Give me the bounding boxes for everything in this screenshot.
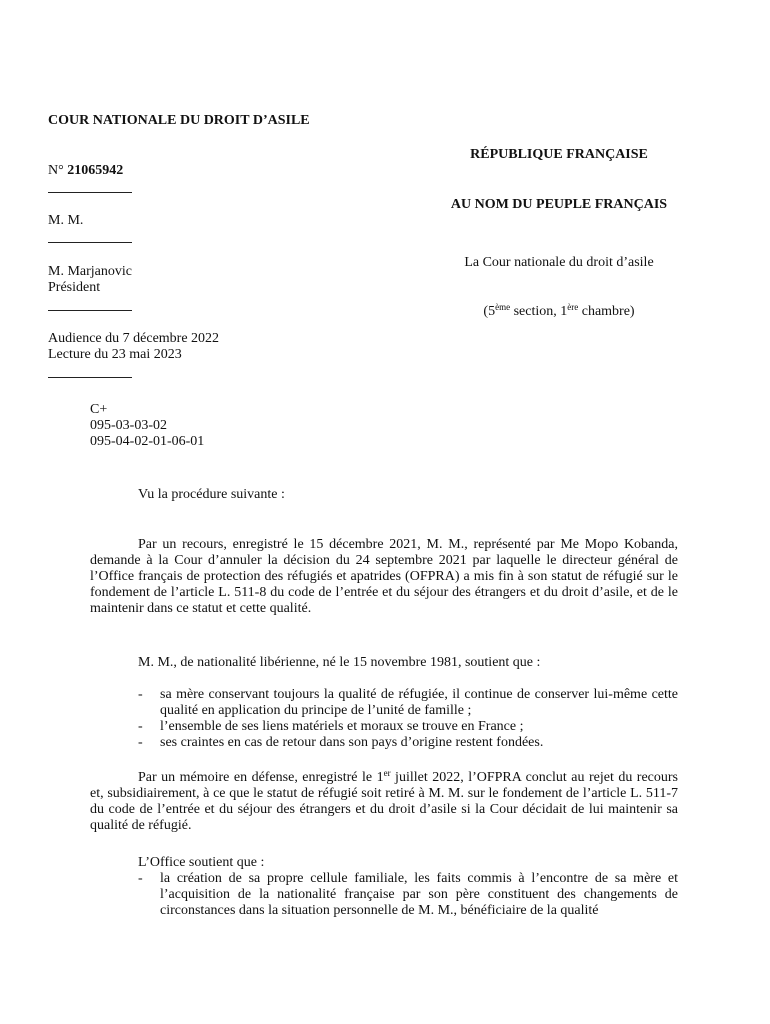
procedure-intro: Vu la procédure suivante :: [138, 487, 285, 502]
judge-name: M. Marjanovic: [48, 264, 132, 279]
chamber-sup: ère: [567, 302, 579, 312]
case-number: [48, 163, 123, 179]
dash: -: [138, 871, 143, 886]
list-item-text: sa mère conservant toujours la qualité de réfugiée, il continue de conserver lui-même cette qualité en application du principe de l’unité de famille ;: [160, 687, 678, 718]
separator: [48, 192, 132, 193]
claims-list: [138, 687, 678, 751]
section-text: section,: [510, 304, 561, 319]
case-number-value: 21065942: [67, 163, 124, 178]
section-chamber: [420, 304, 698, 320]
defense-text-a: Par un mémoire en défense, enregistré le 1: [138, 770, 384, 785]
defense-sup: er: [383, 768, 391, 778]
defense-text-b: juillet 2022, l’OFPRA conclut au rejet du recours et, subsidiairement, à ce que le statut de réfugié soit retiré à M. M. sur le fondement de l’article L. 511-7 du code de l’entrée et du séjour des étrangers et du droit d’asile si la Cour décidait de lui maintenir sa qualité de réfugié.: [90, 770, 679, 833]
judge-role: Président: [48, 280, 101, 295]
list-item: [138, 687, 678, 719]
paragraph-recours: Par un recours, enregistré le 15 décembre 2021, M. M., représenté par Me Mopo Kobanda, demande à la Cour d’annuler la décision du 24 septembre 2021 par laquelle le directeur général de l’Office français de protection des réfugiés et apatrides (OFPRA) a mis fin à son statut de réfugié sur le fondement de l’article L. 511-8 du code de l’entrée et du séjour des étrangers et du droit d’asile, et de le maintenir dans ce statut et cette qualité.: [90, 537, 678, 616]
court-heading: La Cour nationale du droit d’asile: [464, 255, 654, 270]
hearing-date: Audience du 7 décembre 2022: [48, 331, 220, 346]
list-item: [138, 871, 678, 919]
section-number: 5: [488, 304, 496, 319]
separator: [48, 242, 132, 243]
list-item-text: l’ensemble de ses liens matériels et moraux se trouve en France ;: [160, 719, 524, 734]
chamber-number: 1: [560, 304, 568, 319]
section-sup: ème: [495, 302, 511, 312]
republic-heading: RÉPUBLIQUE FRANÇAISE: [470, 147, 648, 162]
code-line: C+: [90, 402, 108, 417]
separator: [48, 377, 132, 378]
case-number-prefix: N°: [48, 163, 64, 178]
code-line: 095-03-03-02: [90, 418, 167, 433]
paragraph-nationality: M. M., de nationalité libérienne, né le 15 novembre 1981, soutient que :: [138, 655, 541, 670]
dash: -: [138, 735, 143, 750]
list-item: [138, 719, 678, 735]
chamber-text: chambre): [578, 304, 635, 319]
list-item-text: la création de sa propre cellule familiale, les faits commis à l’encontre de sa mère et l’acquisition de la nationalité française par son père constituent des changements de circonstances dans la situation personnelle de M. M., bénéficiaire de la qualité: [160, 871, 678, 918]
separator: [48, 310, 132, 311]
people-heading: AU NOM DU PEUPLE FRANÇAIS: [450, 197, 668, 212]
code-line: 095-04-02-01-06-01: [90, 434, 205, 449]
classification-codes: [90, 402, 204, 450]
reading-date: Lecture du 23 mai 2023: [48, 347, 182, 362]
court-name: COUR NATIONALE DU DROIT D’ASILE: [48, 113, 310, 128]
paren: (: [483, 304, 489, 319]
dash: -: [138, 719, 143, 734]
party-name: M. M.: [48, 213, 84, 228]
paragraph-defense: [90, 770, 678, 834]
list-item-text: ses craintes en cas de retour dans son pays d’origine restent fondées.: [160, 735, 544, 750]
dash: -: [138, 687, 143, 702]
office-claims-list: [138, 871, 678, 919]
office-intro: L’Office soutient que :: [138, 855, 265, 870]
list-item: [138, 735, 678, 751]
